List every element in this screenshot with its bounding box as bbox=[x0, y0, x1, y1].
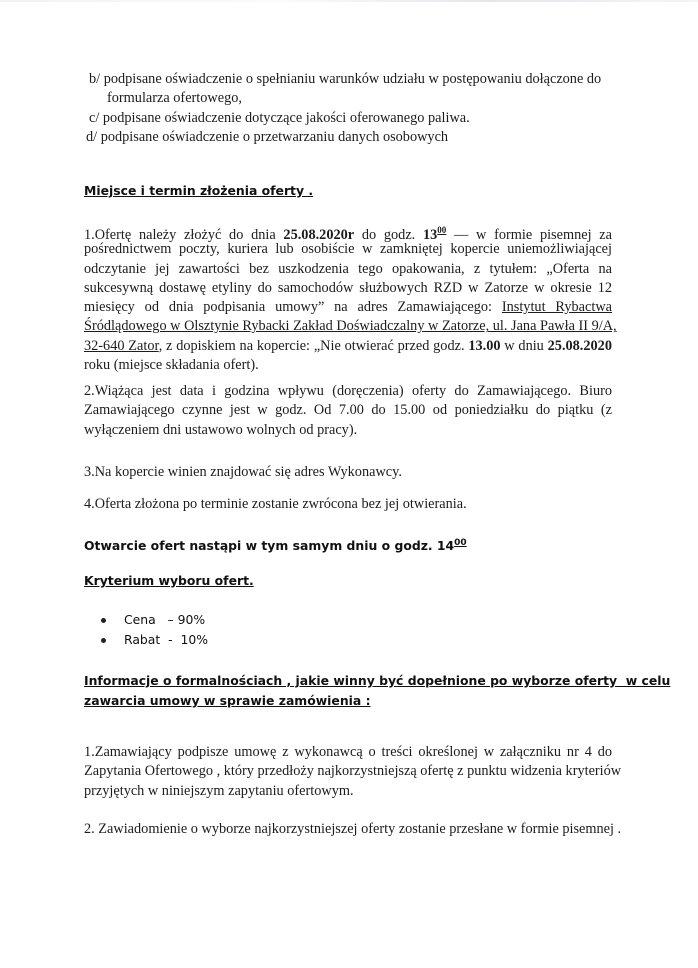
text: — w formie pisemnej za bbox=[454, 226, 612, 243]
bullet-icon bbox=[101, 638, 106, 643]
hour: 13 bbox=[422, 226, 438, 243]
list-item-d bbox=[86, 129, 448, 146]
criteria-text: Cena – 90% bbox=[124, 612, 206, 627]
list-text: formularza ofertowego, bbox=[107, 90, 242, 106]
paragraph-line: odczytanie jej zawartości bez uszkodzenia tego opakowania, z tytułem: „Oferta na bbox=[84, 260, 612, 277]
list-item-c bbox=[89, 110, 470, 127]
address-text: 32-640 Zator bbox=[84, 337, 159, 354]
address-text: Śródlądowego w Olsztynie Rybacki Zakład Doświadczalny w Zatorze, ul. Jana Pawła II 9/A, bbox=[84, 318, 617, 335]
paragraph-line: wyłączeniem dni ustawowo wolnych od pracy). bbox=[84, 421, 358, 438]
criteria-item-discount bbox=[101, 632, 208, 647]
section-heading-place-time: Miejsce i termin złożenia oferty . bbox=[84, 183, 314, 198]
text: miesięcy od dnia podpisania umowy” na adres Zamawiającego: bbox=[84, 299, 492, 316]
paragraph-line: 1.Zamawiający podpisze umowę z wykonawcą o treści określonej w załączniku nr 4 do bbox=[84, 744, 612, 760]
list-text: podpisane oświadczenie dotyczące jakości oferowanego paliwa. bbox=[102, 110, 470, 126]
list-text: podpisane oświadczenie o spełnianiu warunków udziału w postępowaniu dołączone do bbox=[103, 71, 602, 87]
paragraph-line: przyjętych w niniejszym zapytaniu ofertowym. bbox=[84, 782, 354, 799]
list-text: podpisane oświadczenie o przetwarzaniu danych osobowych bbox=[100, 129, 449, 145]
paragraph-line: roku (miejsce składania ofert). bbox=[84, 357, 259, 374]
address-text: Instytut Rybactwa bbox=[501, 299, 612, 316]
paragraph-2 bbox=[84, 382, 612, 440]
criteria-heading: Kryterium wyboru ofert. bbox=[84, 573, 254, 588]
list-marker: b/ bbox=[89, 71, 101, 87]
criteria-text: Rabat - 10% bbox=[124, 632, 209, 647]
heading-line: Informacje o formalnościach , jakie winny być dopełnione po wyborze oferty w celu bbox=[84, 673, 671, 688]
paragraph-line: Zapytania Ofertowego , który przedłoży najkorzystniejszą ofertę z punktu widzenia kryteriów bbox=[84, 763, 622, 780]
bullet-icon bbox=[101, 618, 106, 623]
scan-edge bbox=[0, 0, 698, 2]
text: , z dopiskiem na kopercie: „Nie otwierać przed godz. bbox=[158, 337, 465, 354]
paragraph-line: Zamawiającego czynne jest w godz. Od 7.00 do 15.00 od poniedziałku do piątku (z bbox=[84, 402, 612, 419]
paragraph-line: pośrednictwem poczty, kuriera lub osobiście w zamkniętej kopercie uniemożliwiającej bbox=[84, 241, 612, 258]
text: do godz. bbox=[361, 226, 416, 243]
list-item-b bbox=[89, 71, 601, 88]
formalities-paragraph-2: 2. Zawiadomienie o wyborze najkorzystniejszej oferty zostanie przesłane w formie pisemnej . bbox=[84, 821, 622, 837]
opening-date: 25.08.2020 bbox=[547, 337, 612, 354]
paragraph-line: 2.Wiążąca jest data i godzina wpływu (doręczenia) oferty do Zamawiającego. Biuro bbox=[84, 383, 612, 399]
list-item-b-cont bbox=[107, 90, 242, 107]
paragraph-1 bbox=[84, 221, 617, 375]
criteria-item-price bbox=[101, 612, 205, 627]
paragraph-4: 4.Oferta złożona po terminie zostanie zwrócona bez jej otwierania. bbox=[84, 496, 467, 512]
minutes-sup: 00 bbox=[437, 225, 447, 235]
opening-hour: 13.00 bbox=[468, 337, 501, 354]
paragraph-line bbox=[84, 221, 612, 243]
paragraph-line bbox=[84, 298, 612, 317]
deadline-date: 25.08.2020r bbox=[283, 226, 355, 243]
paragraph-line bbox=[84, 337, 612, 356]
formalities-heading bbox=[84, 673, 671, 708]
opening-text: Otwarcie ofert nastąpi w tym samym dniu o godz. 14 bbox=[84, 538, 455, 554]
heading-line: zawarcia umowy w sprawie zamówienia : bbox=[84, 693, 371, 708]
paragraph-line: sukcesywną dostawę etyliny do samochodów służbowych RZD w Zatorze w okresie 12 bbox=[84, 279, 612, 296]
paragraph-3: 3.Na kopercie winien znajdować się adres Wykonawcy. bbox=[84, 464, 402, 480]
formalities-paragraph-1 bbox=[84, 743, 622, 801]
text: 1.Ofertę należy złożyć do dnia bbox=[84, 226, 276, 243]
opening-statement bbox=[84, 538, 467, 553]
opening-minutes-sup: 00 bbox=[454, 538, 467, 548]
list-marker: c/ bbox=[89, 110, 100, 126]
text: w dniu bbox=[504, 337, 544, 354]
list-marker: d/ bbox=[86, 129, 98, 145]
